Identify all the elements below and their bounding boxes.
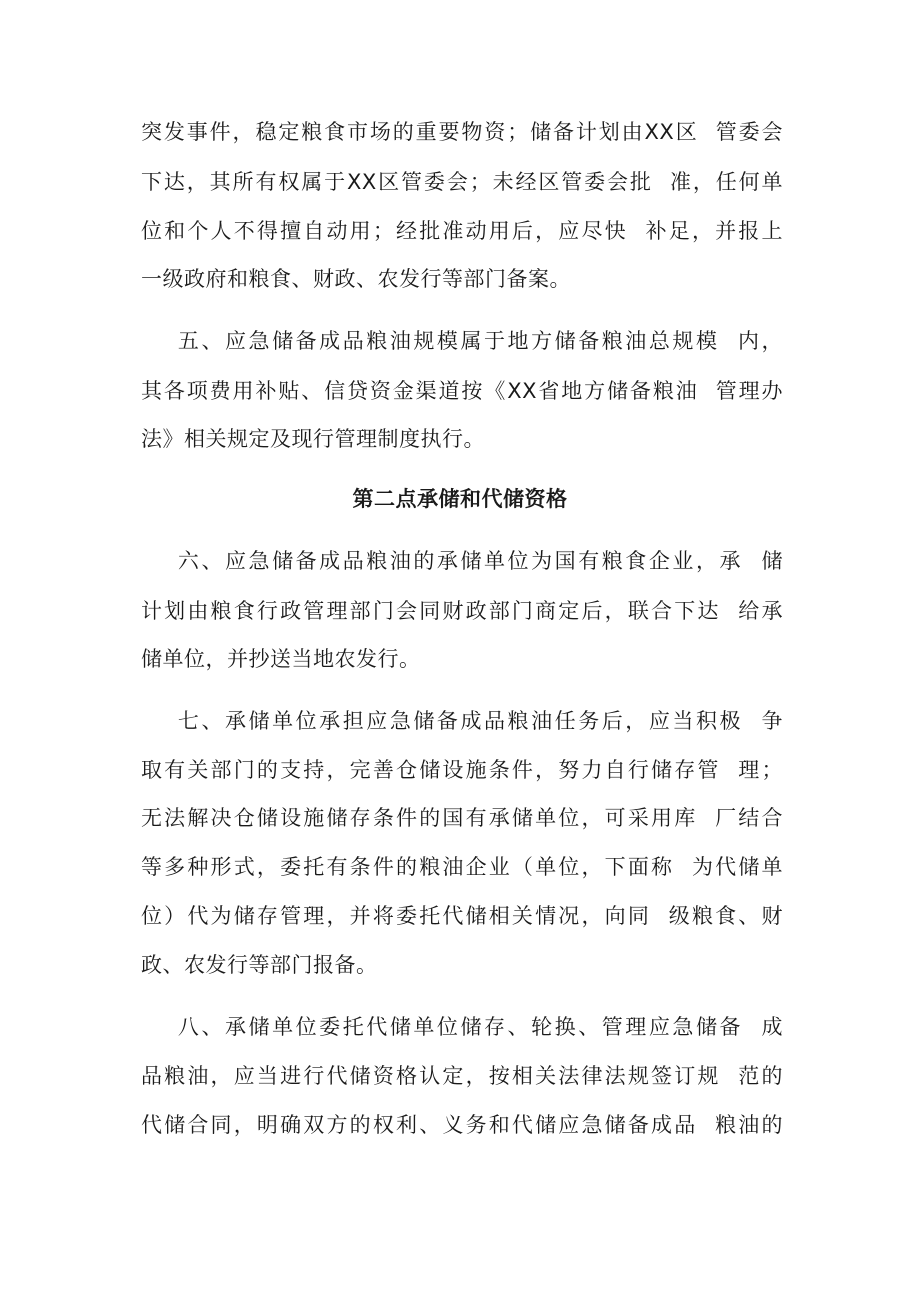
paragraph-1-line-3: 位和个人不得擅自动用；经批准动用后，应尽快 补足，并报上: [141, 219, 783, 243]
paragraph-7-line-1: 七、承储单位承担应急储备成品粮油任务后，应当积极 争: [141, 709, 783, 733]
section-heading: 第二点承储和代储资格: [352, 487, 568, 511]
paragraph-8-line-2: 品粮油，应当进行代储资格认定，按相关法律法规签订规 范的: [141, 1064, 783, 1088]
paragraph-5-line-1: 五、应急储备成品粮油规模属于地方储备粮油总规模 内，: [141, 329, 783, 353]
paragraph-7-line-2: 取有关部门的支持，完善仓储设施条件，努力自行储存管 理；: [141, 758, 783, 782]
paragraph-6-line-2: 计划由粮食行政管理部门会同财政部门商定后，联合下达 给承: [141, 599, 783, 623]
paragraph-7-line-6: 政、农发行等部门报备。: [141, 953, 378, 977]
paragraph-1-line-1: 突发事件，稳定粮食市场的重要物资；储备计划由XX区 管委会: [141, 120, 783, 144]
paragraph-7-line-4: 等多种形式，委托有条件的粮油企业（单位，下面称 为代储单: [141, 855, 783, 879]
paragraph-5-line-3: 法》相关规定及现行管理制度执行。: [141, 427, 485, 451]
paragraph-6-line-1: 六、应急储备成品粮油的承储单位为国有粮食企业，承 储: [141, 549, 783, 573]
paragraph-1-line-4: 一级政府和粮食、财政、农发行等部门备案。: [141, 267, 571, 291]
paragraph-7-line-3: 无法解决仓储设施储存条件的国有承储单位，可采用库 厂结合: [141, 806, 783, 830]
paragraph-7-line-5: 位）代为储存管理，并将委托代储相关情况，向同 级粮食、财: [141, 904, 783, 928]
paragraph-5-line-2: 其各项费用补贴、信贷资金渠道按《XX省地方储备粮油 管理办: [141, 379, 783, 403]
paragraph-6-line-3: 储单位，并抄送当地农发行。: [141, 647, 421, 671]
paragraph-8-line-3: 代储合同，明确双方的权利、义务和代储应急储备成品 粮油的: [141, 1113, 783, 1137]
paragraph-1-line-2: 下达，其所有权属于XX区管委会；未经区管委会批 准，任何单: [141, 170, 783, 194]
paragraph-8-line-1: 八、承储单位委托代储单位储存、轮换、管理应急储备 成: [141, 1015, 783, 1039]
